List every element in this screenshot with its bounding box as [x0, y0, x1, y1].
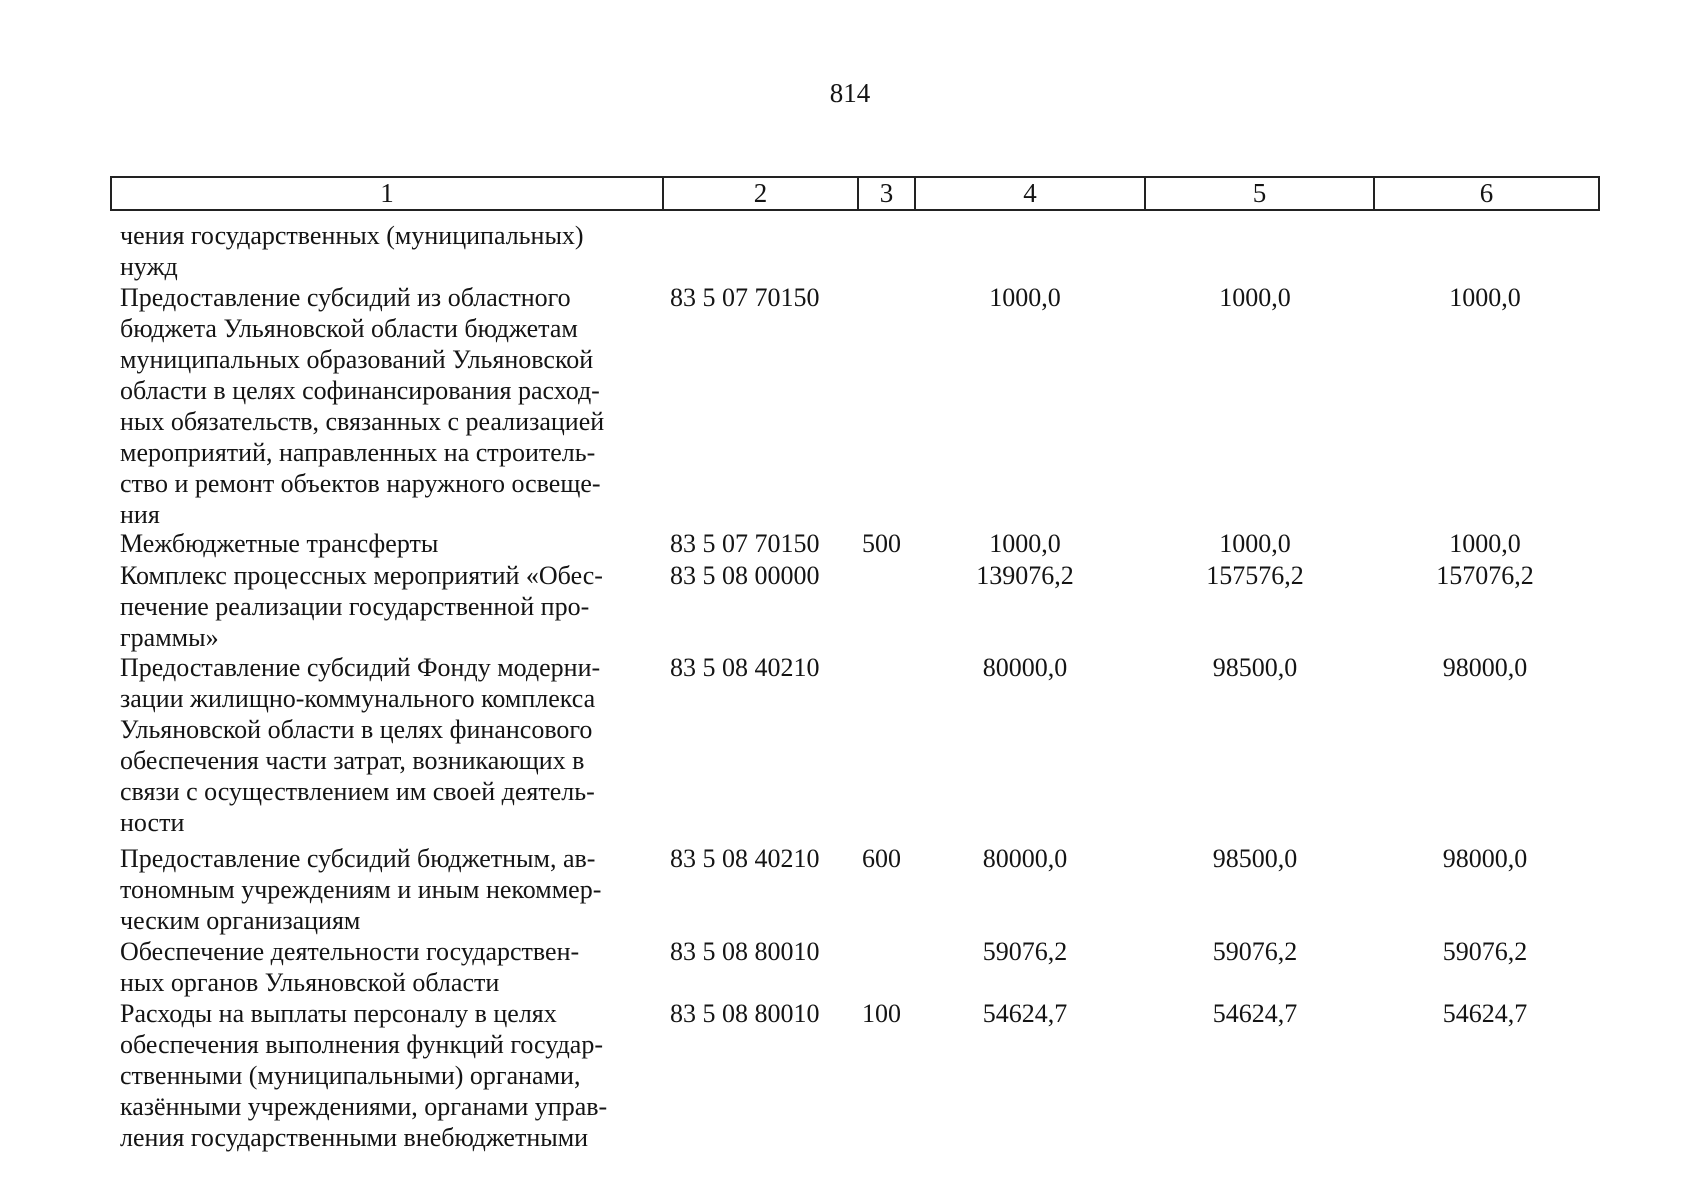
row-value-col-5: 98500,0 [1212, 653, 1298, 682]
row-value-col-4: 80000,0 [982, 844, 1068, 873]
description-line: Ульяновской области в целях финансового [120, 715, 593, 744]
description-line: Предоставление субсидий бюджетным, ав- [120, 844, 596, 873]
row-description [120, 220, 650, 282]
row-description [120, 936, 650, 998]
row-description [120, 998, 650, 1153]
row-code: 83 5 08 40210 [670, 844, 820, 873]
header-col-5: 5 [1144, 178, 1373, 209]
row-value-col-6: 98000,0 [1442, 844, 1528, 873]
description-line: ческим организациям [120, 906, 361, 935]
description-line: Обеспечение деятельности государствен- [120, 937, 580, 966]
row-code: 83 5 08 80010 [670, 937, 820, 966]
row-value-col-5: 1000,0 [1219, 529, 1291, 558]
row-code: 83 5 08 80010 [670, 999, 820, 1028]
row-value-col-5: 1000,0 [1219, 283, 1291, 312]
description-line: нужд [120, 252, 178, 281]
row-expense-type: 600 [862, 844, 901, 873]
row-value-col-4: 1000,0 [989, 529, 1061, 558]
description-line: Предоставление субсидий Фонду модерни- [120, 653, 601, 682]
description-line: бюджета Ульяновской области бюджетам [120, 314, 578, 343]
row-code: 83 5 08 00000 [670, 561, 820, 590]
header-col-1: 1 [380, 178, 394, 208]
row-value-col-4: 139076,2 [976, 561, 1074, 590]
description-line: ных органов Ульяновской области [120, 968, 500, 997]
row-value-col-6: 1000,0 [1449, 283, 1521, 312]
description-line: печение реализации государственной про- [120, 592, 590, 621]
header-col-6: 6 [1373, 178, 1598, 209]
row-description [120, 652, 650, 838]
page-number: 814 [829, 78, 871, 108]
description-line: Комплекс процессных мероприятий «Обес- [120, 561, 603, 590]
row-description [120, 560, 650, 653]
row-value-col-6: 1000,0 [1449, 529, 1521, 558]
row-description [120, 843, 650, 936]
row-value-col-4: 1000,0 [989, 283, 1061, 312]
row-code: 83 5 08 40210 [670, 653, 820, 682]
description-line: тономным учреждениям и иным некоммер- [120, 875, 602, 904]
description-line: Предоставление субсидий из областного [120, 283, 571, 312]
row-value-col-6: 98000,0 [1442, 653, 1528, 682]
row-code: 83 5 07 70150 [670, 283, 820, 312]
row-expense-type: 100 [862, 999, 901, 1028]
row-description [120, 282, 650, 530]
row-value-col-6: 54624,7 [1442, 999, 1528, 1028]
description-line: муниципальных образований Ульяновской [120, 345, 594, 374]
description-line: обеспечения части затрат, возникающих в [120, 746, 585, 775]
description-line: обеспечения выполнения функций государ- [120, 1030, 603, 1059]
description-line: Межбюджетные трансферты [120, 529, 439, 558]
description-line: казёнными учреждениями, органами управ- [120, 1092, 608, 1121]
description-line: связи с осуществлением им своей деятель- [120, 777, 595, 806]
description-line: ления государственными внебюджетными [120, 1123, 589, 1152]
row-value-col-5: 98500,0 [1212, 844, 1298, 873]
description-line: зации жилищно-коммунального комплекса [120, 684, 596, 713]
row-value-col-6: 59076,2 [1442, 937, 1528, 966]
description-line: области в целях софинансирования расход- [120, 376, 600, 405]
description-line: граммы» [120, 623, 219, 652]
description-line: ности [120, 808, 185, 837]
row-expense-type: 500 [862, 529, 901, 558]
row-value-col-4: 80000,0 [982, 653, 1068, 682]
row-value-col-4: 59076,2 [982, 937, 1068, 966]
header-col-2: 2 [662, 178, 857, 209]
description-line: Расходы на выплаты персоналу в целях [120, 999, 557, 1028]
description-line: ственными (муниципальными) органами, [120, 1061, 581, 1090]
description-line: ния [120, 500, 160, 529]
header-col-4: 4 [914, 178, 1144, 209]
row-value-col-6: 157076,2 [1436, 561, 1534, 590]
description-line: ство и ремонт объектов наружного освеще- [120, 469, 601, 498]
header-col-3: 3 [857, 178, 914, 209]
row-description [120, 528, 650, 559]
description-line: ных обязательств, связанных с реализацией [120, 407, 605, 436]
row-code: 83 5 07 70150 [670, 529, 820, 558]
description-line: чения государственных (муниципальных) [120, 221, 584, 250]
table-header [110, 176, 1600, 211]
row-value-col-5: 59076,2 [1212, 937, 1298, 966]
row-value-col-5: 54624,7 [1212, 999, 1298, 1028]
description-line: мероприятий, направленных на строитель- [120, 438, 596, 467]
row-value-col-4: 54624,7 [982, 999, 1068, 1028]
row-value-col-5: 157576,2 [1206, 561, 1304, 590]
